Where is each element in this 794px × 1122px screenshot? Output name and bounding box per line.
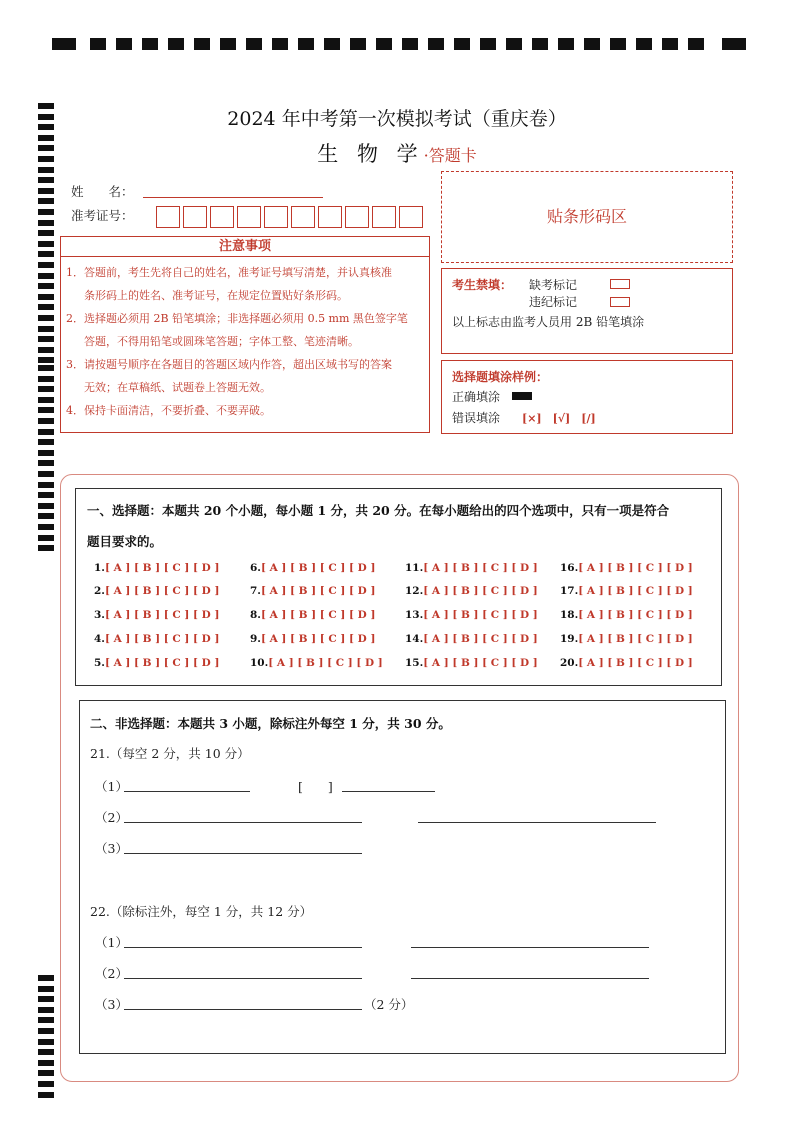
alignment-mark <box>168 38 184 50</box>
side-alignment-mark <box>38 492 54 498</box>
side-alignment-mark <box>38 986 54 992</box>
q22-part3-score: （2 分） <box>364 997 414 1012</box>
q21-part2-blank2[interactable] <box>418 822 656 823</box>
alignment-mark <box>350 38 366 50</box>
side-alignment-mark <box>38 198 54 204</box>
answer-options[interactable]: [ A ] [ B ] [ C ] [ D ] <box>104 585 220 597</box>
alignment-mark <box>376 38 392 50</box>
subject-name: 生 物 学 <box>317 142 424 166</box>
exam-id-digit-box[interactable] <box>318 206 342 228</box>
choice-question <box>94 609 219 621</box>
side-alignment-mark <box>38 460 54 466</box>
alignment-mark <box>246 38 262 50</box>
alignment-mark <box>298 38 314 50</box>
alignment-mark <box>272 38 288 50</box>
choice-question <box>560 609 693 621</box>
side-alignment-mark <box>38 1049 54 1055</box>
side-alignment-mark <box>38 326 54 332</box>
choice-question <box>560 633 693 645</box>
choice-question <box>94 562 219 574</box>
correct-fill-sample <box>512 392 532 400</box>
violation-mark-label: 违纪标记 <box>529 295 578 309</box>
alignment-mark <box>324 38 340 50</box>
side-alignment-mark <box>38 283 54 289</box>
side-alignment-mark <box>38 336 54 342</box>
name-input-line[interactable] <box>143 197 323 198</box>
notice-title: 注意事项 <box>60 236 430 257</box>
section2-title: 二、非选择题：本题共 3 小题，除标注外每空 1 分，共 30 分。 <box>90 716 451 731</box>
choice-question <box>94 633 219 645</box>
notice-item: 2．选择题必须用 2B 铅笔填涂；非选择题必须用 0.5 mm 黑色签字笔 <box>66 312 408 325</box>
answer-options[interactable]: [ A ] [ B ] [ C ] [ D ] <box>578 609 693 621</box>
side-alignment-mark <box>38 251 54 257</box>
side-alignment-mark <box>38 1028 54 1034</box>
question-number: 17. <box>560 585 579 597</box>
side-alignment-mark <box>38 294 54 300</box>
answer-options[interactable]: [ A ] [ B ] [ C ] [ D ] <box>260 562 376 574</box>
question-number: 14. <box>405 633 424 645</box>
q21-part2-blank[interactable] <box>124 822 362 823</box>
choice-question <box>250 609 375 621</box>
alignment-mark <box>90 38 106 50</box>
question-number: 6. <box>250 562 261 574</box>
answer-options[interactable]: [ A ] [ B ] [ C ] [ D ] <box>423 585 538 597</box>
alignment-mark <box>610 38 626 50</box>
q22-part2-label: （2） <box>95 966 128 981</box>
name-label: 姓 名： <box>71 184 134 199</box>
side-alignment-mark <box>38 315 54 321</box>
side-alignment-mark <box>38 188 54 194</box>
alignment-mark <box>428 38 444 50</box>
q22-part1-label: （1） <box>95 935 128 950</box>
question-number: 15. <box>405 657 424 669</box>
choice-question <box>560 585 693 597</box>
q21-part3-blank[interactable] <box>124 853 362 854</box>
answer-options[interactable]: [ A ] [ B ] [ C ] [ D ] <box>260 633 376 645</box>
answer-options[interactable]: [ A ] [ B ] [ C ] [ D ] <box>268 657 383 669</box>
q21-part1-bracket: [ ] <box>298 779 333 794</box>
side-alignment-mark <box>38 397 54 403</box>
side-alignment-mark <box>38 347 54 353</box>
choice-question <box>405 657 538 669</box>
question-number: 20. <box>560 657 579 669</box>
answer-options[interactable]: [ A ] [ B ] [ C ] [ D ] <box>423 657 538 669</box>
choice-question <box>250 585 375 597</box>
alignment-mark <box>142 38 158 50</box>
q21-part3-label: （3） <box>95 841 128 856</box>
answer-options[interactable]: [ A ] [ B ] [ C ] [ D ] <box>104 609 220 621</box>
question-number: 11. <box>405 562 424 574</box>
violation-mark-box[interactable] <box>610 297 630 307</box>
alignment-mark <box>116 38 132 50</box>
q22-part3-blank[interactable] <box>124 1009 362 1010</box>
q22-part1-blank2[interactable] <box>411 947 649 948</box>
answer-options[interactable]: [ A ] [ B ] [ C ] [ D ] <box>423 609 538 621</box>
side-alignment-mark <box>38 209 54 215</box>
choice-question <box>560 657 693 669</box>
side-alignment-mark <box>38 365 54 371</box>
q21-part1-blank[interactable] <box>124 791 250 792</box>
notice-item: 1．答题前，考生先将自己的姓名，准考证号填写清楚，并认真核准 <box>66 266 392 279</box>
alignment-mark <box>506 38 522 50</box>
choice-question <box>94 657 219 669</box>
alignment-mark <box>584 38 600 50</box>
question-number: 1. <box>94 562 105 574</box>
correct-fill-label: 正确填涂 <box>452 390 501 404</box>
side-alignment-mark <box>38 1017 54 1023</box>
q22-part2-blank2[interactable] <box>411 978 649 979</box>
subject-title <box>0 138 794 168</box>
exam-id-digit-box[interactable] <box>372 206 396 228</box>
side-alignment-mark <box>38 177 54 183</box>
q21-header: 21.（每空 2 分，共 10 分） <box>90 746 250 761</box>
exam-id-digit-box[interactable] <box>210 206 234 228</box>
side-alignment-mark <box>38 241 54 247</box>
choice-question <box>250 633 375 645</box>
question-number: 7. <box>250 585 261 597</box>
exam-id-digit-box[interactable] <box>264 206 288 228</box>
answer-options[interactable]: [ A ] [ B ] [ C ] [ D ] <box>578 562 693 574</box>
answer-options[interactable]: [ A ] [ B ] [ C ] [ D ] <box>578 657 693 669</box>
answer-options[interactable]: [ A ] [ B ] [ C ] [ D ] <box>423 562 538 574</box>
question-number: 16. <box>560 562 579 574</box>
wrong-fill-label: 错误填涂 <box>452 411 501 425</box>
question-number: 3. <box>94 609 105 621</box>
question-number: 5. <box>94 657 105 669</box>
side-alignment-mark <box>38 386 54 392</box>
side-alignment-mark <box>38 1060 54 1066</box>
proctor-title: 考生禁填： <box>452 278 513 292</box>
alignment-mark <box>220 38 236 50</box>
answer-options[interactable]: [ A ] [ B ] [ C ] [ D ] <box>104 633 220 645</box>
answer-options[interactable]: [ A ] [ B ] [ C ] [ D ] <box>578 585 693 597</box>
choice-question <box>560 562 693 574</box>
side-alignment-mark <box>38 262 54 268</box>
fill-example-title: 选择题填涂样例： <box>452 370 549 384</box>
alignment-mark <box>532 38 548 50</box>
exam-id-digit-box[interactable] <box>291 206 315 228</box>
notice-item: 答题，不得用铅笔或圆珠笔答题；字体工整、笔迹清晰。 <box>84 335 359 348</box>
notice-item: 4．保持卡面清洁，不要折叠、不要弄破。 <box>66 404 271 417</box>
side-alignment-mark <box>38 357 54 363</box>
answer-options[interactable]: [ A ] [ B ] [ C ] [ D ] <box>260 585 376 597</box>
answer-options[interactable]: [ A ] [ B ] [ C ] [ D ] <box>104 562 220 574</box>
choice-question <box>250 562 375 574</box>
q22-part1-blank[interactable] <box>124 947 362 948</box>
side-alignment-mark <box>38 513 54 519</box>
proctor-note: 以上标志由监考人员用 2B 铅笔填涂 <box>452 315 645 329</box>
barcode-area <box>441 171 733 263</box>
side-alignment-mark <box>38 220 54 226</box>
alignment-mark <box>636 38 652 50</box>
exam-title: 2024 年中考第一次模拟考试（重庆卷） <box>227 108 567 130</box>
alignment-mark <box>402 38 418 50</box>
side-alignment-mark <box>38 524 54 530</box>
choice-question <box>94 585 219 597</box>
alignment-mark <box>688 38 704 50</box>
q21-part1-label: （1） <box>95 779 128 794</box>
side-alignment-mark <box>38 429 54 435</box>
q21-part2-label: （2） <box>95 810 128 825</box>
answer-options[interactable]: [ A ] [ B ] [ C ] [ D ] <box>260 609 376 621</box>
answer-options[interactable]: [ A ] [ B ] [ C ] [ D ] <box>104 657 220 669</box>
q22-part2-blank[interactable] <box>124 978 362 979</box>
absent-mark-box[interactable] <box>610 279 630 289</box>
notice-item: 3．请按题号顺序在各题目的答题区域内作答，超出区域书写的答案 <box>66 358 392 371</box>
side-alignment-mark <box>38 1081 54 1087</box>
question-number: 18. <box>560 609 579 621</box>
barcode-area-label: 贴条形码区 <box>546 207 627 226</box>
side-alignment-mark <box>38 439 54 445</box>
exam-id-digit-box[interactable] <box>345 206 369 228</box>
alignment-mark <box>454 38 470 50</box>
choice-question <box>405 562 538 574</box>
absent-mark-label: 缺考标记 <box>529 278 578 292</box>
side-alignment-mark <box>38 1007 54 1013</box>
answer-options[interactable]: [ A ] [ B ] [ C ] [ D ] <box>578 633 693 645</box>
side-alignment-mark <box>38 503 54 509</box>
question-number: 13. <box>405 609 424 621</box>
question-number: 19. <box>560 633 579 645</box>
question-number: 9. <box>250 633 261 645</box>
question-number: 12. <box>405 585 424 597</box>
side-alignment-mark <box>38 996 54 1002</box>
q21-part1-blank2[interactable] <box>342 791 435 792</box>
side-alignment-mark <box>38 471 54 477</box>
alignment-mark <box>558 38 574 50</box>
side-alignment-mark <box>38 407 54 413</box>
side-alignment-mark <box>38 273 54 279</box>
side-alignment-mark <box>38 535 54 541</box>
notice-item: 无效；在草稿纸、试题卷上答题无效。 <box>84 381 271 394</box>
section1-title-line2: 题目要求的。 <box>87 534 163 549</box>
side-alignment-mark <box>38 1039 54 1045</box>
alignment-mark <box>480 38 496 50</box>
choice-question <box>405 609 538 621</box>
subject-suffix: ·答题卡 <box>423 146 477 165</box>
section1-title-line1: 一、选择题：本题共 20 个小题，每小题 1 分，共 20 分。在每小题给出的四个选项中，只有一项是符合 <box>87 503 670 518</box>
choice-question <box>405 633 538 645</box>
side-alignment-mark <box>38 482 54 488</box>
alignment-mark <box>662 38 678 50</box>
alignment-mark <box>52 38 76 50</box>
q22-header: 22.（除标注外，每空 1 分，共 12 分） <box>90 904 313 919</box>
question-number: 10. <box>250 657 269 669</box>
choice-question <box>250 657 383 669</box>
question-number: 2. <box>94 585 105 597</box>
side-alignment-mark <box>38 1092 54 1098</box>
question-number: 8. <box>250 609 261 621</box>
q22-part3-label: （3） <box>95 997 128 1012</box>
side-alignment-mark <box>38 230 54 236</box>
side-alignment-mark <box>38 418 54 424</box>
side-alignment-mark <box>38 1070 54 1076</box>
alignment-mark <box>194 38 210 50</box>
alignment-mark <box>722 38 746 50</box>
side-alignment-mark <box>38 304 54 310</box>
choice-question <box>405 585 538 597</box>
exam-id-digit-box[interactable] <box>156 206 180 228</box>
side-alignment-mark <box>38 545 54 551</box>
answer-options[interactable]: [ A ] [ B ] [ C ] [ D ] <box>423 633 538 645</box>
exam-id-label: 准考证号： <box>71 208 134 223</box>
exam-id-digit-box[interactable] <box>237 206 261 228</box>
wrong-fill-samples: [×] [√] [/] <box>522 412 596 425</box>
notice-item: 条形码上的姓名、准考证号，在规定位置贴好条形码。 <box>84 289 348 302</box>
exam-id-digit-box[interactable] <box>183 206 207 228</box>
exam-id-digit-box[interactable] <box>399 206 423 228</box>
side-alignment-mark <box>38 450 54 456</box>
side-alignment-mark <box>38 975 54 981</box>
question-number: 4. <box>94 633 105 645</box>
side-alignment-mark <box>38 376 54 382</box>
